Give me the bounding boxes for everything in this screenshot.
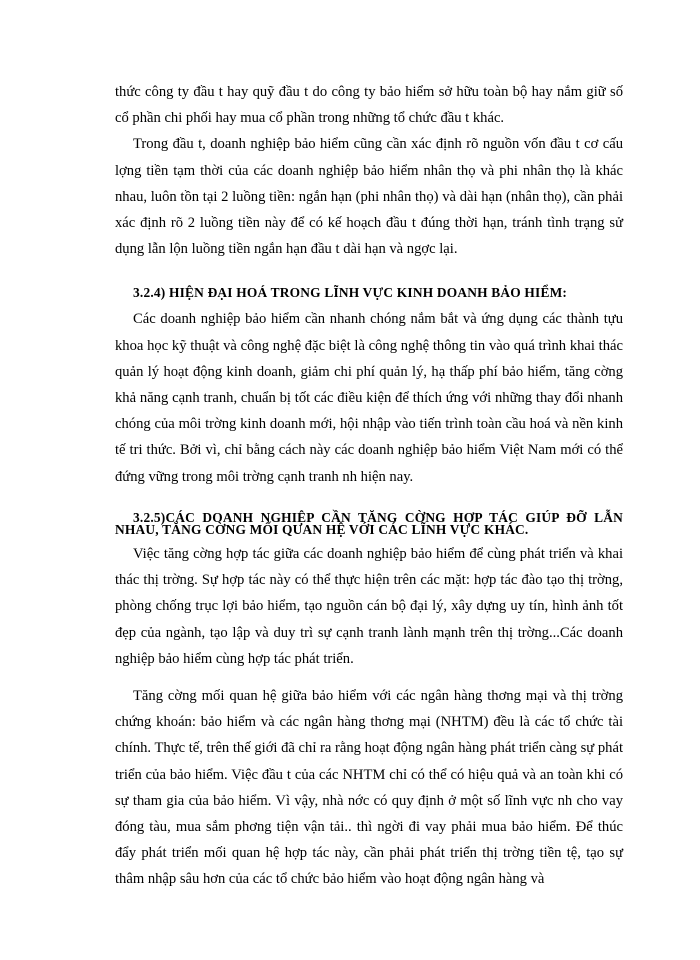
document-page — [115, 79, 623, 893]
paragraph-banking-relations: Tăng cờng mối quan hệ giữa bảo hiểm với các ngân hàng thơng mại và thị trờng chứng khoán: bảo hiểm và các ngân hàng thơng mại (NHTM) đều là các tổ chức tài chính. Thực tế, trên thế giới đã chỉ ra rằng hoạt động ngân hàng phát triển càng sự phát triển của bảo hiểm. Việc đầu t của các NHTM chỉ có thể có hiệu quả và an toàn khi có sự tham gia của bảo hiểm. Vì vậy, nhà nớc có quy định ở một số lĩnh vực nh cho vay đóng tàu, mua sắm phơng tiện vận tải.. thì ngời đi vay phải mua bảo hiểm. Để thúc đẩy phát triển mối quan hệ hợp tác này, cần phải phát triển thị trờng tiền tệ, tạo sự thâm nhập sâu hơn của các tổ chức bảo hiểm vào hoạt động ngân hàng và — [115, 688, 623, 888]
paragraph-continuation: thức công ty đầu t hay quỹ đầu t do công ty bảo hiểm sở hữu toàn bộ hay nắm giữ số cổ phần chi phối hay mua cổ phần trong những tổ chức đầu t khác. — [115, 84, 623, 127]
paragraph-investment: Trong đầu t, doanh nghiệp bảo hiểm cũng cần xác định rõ nguồn vốn đầu t cơ cấu lợng tiền tạm thời của các doanh nghiệp bảo hiểm nhân thọ và phi nhân thọ là khác nhau, luôn tồn tại 2 luồng tiền: ngắn hạn (phi nhân thọ) và dài hạn (nhân thọ), cần phải xác định rõ 2 luồng tiền này để có kế hoạch đầu t đúng thời hạn, tránh tình trạng sử dụng lẫn lộn luồng tiền ngắn hạn đầu t dài hạn và ngợc lại. — [115, 136, 623, 258]
section-heading-3-2-5: 3.2.5)CÁC DOANH NGHIỆP CẦN TĂNG CỜNG HỢP TÁC GIÚP ĐỠ LẪN NHAU, TĂNG CỜNG MỐI QUAN HỆ VỚI CÁC LĨNH VỰC KHÁC. — [115, 509, 623, 538]
paragraph-modernization: Các doanh nghiệp bảo hiểm cần nhanh chóng nắm bắt và ứng dụng các thành tựu khoa học kỹ thuật và công nghệ đặc biệt là công nghệ thông tin vào quá trình khai thác quản lý hoạt động kinh doanh, giảm chi phí quản lý, hạ thấp phí bảo hiểm, tăng cờng khả năng cạnh tranh, chuẩn bị tốt các điều kiện để thích ứng với những thay đổi nhanh chóng của môi trờng kinh doanh mới, hội nhập vào tiến trình toàn cầu hoá và nền kinh tế tri thức. Bởi vì, chỉ bằng cách này các doanh nghiệp bảo hiểm Việt Nam mới có thể đứng vững trong môi trờng cạnh tranh nh hiện nay. — [115, 311, 623, 485]
section-heading-3-2-4: 3.2.4) HIỆN ĐẠI HOÁ TRONG LĨNH VỰC KINH DOANH BẢO HIỂM: — [133, 285, 568, 301]
paragraph-cooperation: Việc tăng cờng hợp tác giữa các doanh nghiệp bảo hiểm để cùng phát triển và khai thác thị trờng. Sự hợp tác này có thể thực hiện trên các mặt: hợp tác đào tạo thị trờng, phòng chống trục lợi bảo hiểm, tạo nguồn cán bộ đại lý, xây dựng uy tín, hình ảnh tốt đẹp của ngành, tạo lập và duy trì sự cạnh tranh lành mạnh trên thị trờng...Các doanh nghiệp bảo hiểm cùng hợp tác phát triển. — [115, 546, 623, 667]
